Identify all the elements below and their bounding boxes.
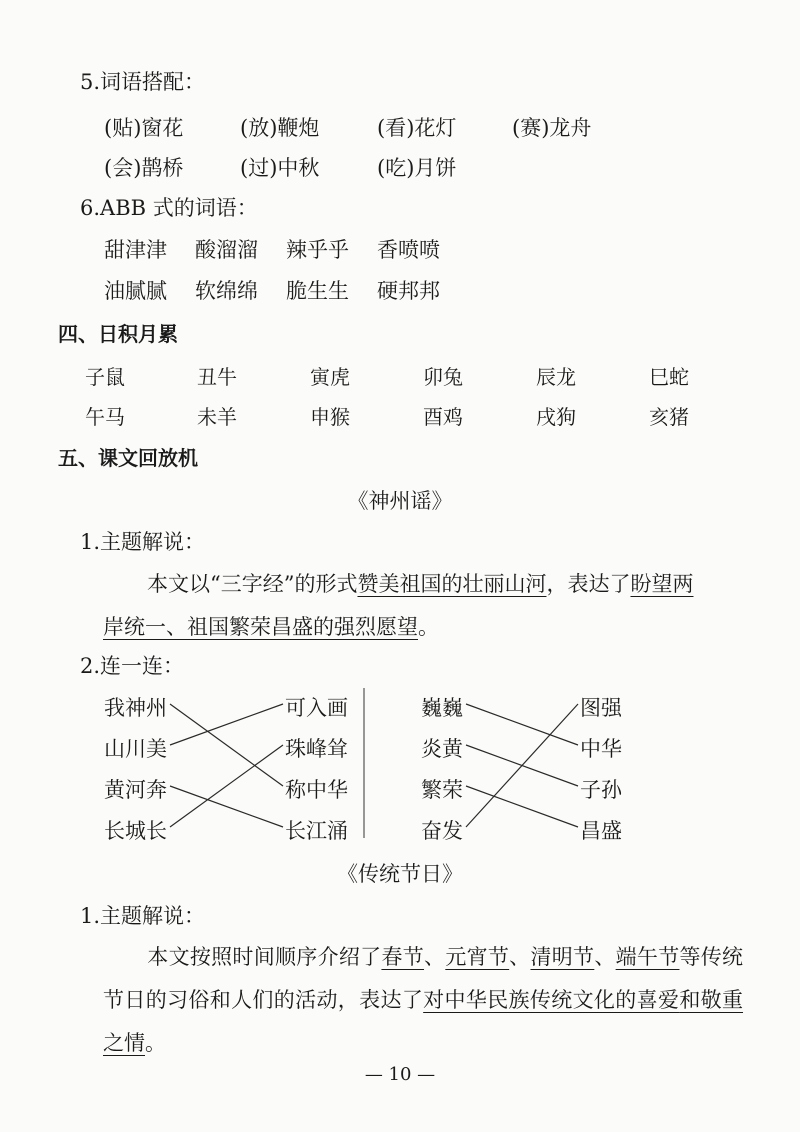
zodiac-item: 申猴 (310, 405, 350, 429)
theme-answer: 端午节 (615, 945, 680, 969)
sec5-item: (赛)龙舟 (512, 116, 592, 140)
sec6-title: 6.ABB 式的词语： (80, 196, 258, 220)
zodiac-item: 戌狗 (536, 405, 576, 429)
sec6-item: 甜津津 (104, 238, 167, 262)
zodiac-item: 辰龙 (536, 365, 576, 389)
match-left-a: 黄河奔 (104, 778, 167, 802)
match-left-b: 繁荣 (421, 778, 463, 802)
sec6-item: 香喷喷 (377, 238, 440, 262)
match-line (170, 745, 283, 827)
match-left-b: 奋发 (421, 819, 463, 843)
sec5-item: (吃)月饼 (377, 156, 457, 180)
match-left-a: 长城长 (104, 819, 167, 843)
match-left-a: 我神州 (104, 696, 167, 720)
zodiac-item: 丑牛 (197, 365, 237, 389)
match-right-b: 图强 (580, 696, 622, 720)
match-right-b: 中华 (580, 737, 622, 761)
lesson1-title: 《神州谣》 (347, 489, 453, 513)
match-left-b: 炎黄 (421, 737, 463, 761)
match-line (170, 704, 283, 786)
match-line (466, 704, 578, 745)
match-line (466, 704, 578, 827)
theme-answer: 春节 (381, 945, 425, 969)
theme-text: 等传统节日的习俗和人们的活动，表达了 (103, 945, 744, 1012)
sec6-item: 酸溜溜 (195, 238, 258, 262)
match-left-b: 巍巍 (421, 696, 463, 720)
match-left-a: 山川美 (104, 737, 167, 761)
zodiac-item: 寅虎 (310, 365, 350, 389)
zodiac-item: 巳蛇 (649, 365, 689, 389)
theme-text: 。 (145, 1031, 166, 1055)
lesson2-theme-label: 1.主题解说： (80, 904, 206, 928)
theme-text: 、 (424, 945, 446, 969)
theme-answer: 岸统一、祖国繁荣昌盛的强烈愿望 (103, 615, 418, 639)
theme-text: 、 (509, 945, 531, 969)
theme-answer: 元宵节 (445, 945, 510, 969)
theme-text: 。 (418, 615, 439, 639)
zodiac-item: 未羊 (197, 405, 237, 429)
sec5-item: (过)中秋 (240, 156, 320, 180)
theme-answer: 清明节 (530, 945, 595, 969)
theme-answer: 和敬重之情 (103, 988, 744, 1055)
match-line (170, 786, 283, 827)
match-line (170, 704, 283, 745)
lesson1-match-label: 2.连一连： (80, 654, 185, 678)
theme-answer: 赞美祖国的壮丽山河 (357, 572, 547, 596)
sec6-item: 脆生生 (286, 279, 349, 303)
match-right-b: 昌盛 (580, 819, 622, 843)
page-number: — 10 — (364, 1064, 436, 1085)
sec6-item: 辣乎乎 (286, 238, 349, 262)
zodiac-item: 亥猪 (649, 405, 689, 429)
theme-answer: 对中华民族传统文化的喜爱 (423, 988, 680, 1012)
part4-heading: 四、日积月累 (58, 322, 178, 346)
match-line (466, 786, 578, 827)
sec5-title: 5.词语搭配： (80, 70, 206, 94)
match-right-a: 称中华 (285, 778, 348, 802)
sec6-item: 硬邦邦 (377, 279, 440, 303)
match-right-b: 子孙 (580, 778, 622, 802)
zodiac-item: 子鼠 (85, 365, 125, 389)
sec5-item: (放)鞭炮 (240, 116, 320, 140)
match-right-a: 可入画 (285, 696, 348, 720)
theme-answer: 盼望两 (630, 572, 694, 596)
sec5-item: (会)鹊桥 (104, 156, 184, 180)
lesson2-title: 《传统节日》 (337, 862, 463, 886)
match-right-a: 珠峰耸 (285, 737, 348, 761)
part5-heading: 五、课文回放机 (58, 446, 198, 470)
theme-text: 本文以“三字经”的形式 (147, 572, 358, 596)
sec6-item: 油腻腻 (104, 279, 167, 303)
theme-text: ，表达了 (546, 572, 631, 596)
match-right-a: 长江涌 (285, 819, 348, 843)
zodiac-item: 酉鸡 (423, 405, 463, 429)
zodiac-item: 卯兔 (423, 365, 463, 389)
sec6-item: 软绵绵 (195, 279, 258, 303)
zodiac-item: 午马 (85, 405, 125, 429)
theme-text: 、 (594, 945, 616, 969)
lesson2-theme-paragraph (103, 936, 743, 1065)
lesson1-theme-label: 1.主题解说： (80, 530, 206, 554)
sec5-item: (贴)窗花 (104, 116, 184, 140)
sec5-item: (看)花灯 (377, 116, 457, 140)
theme-text: 本文按照时间顺序介绍了 (147, 945, 382, 969)
